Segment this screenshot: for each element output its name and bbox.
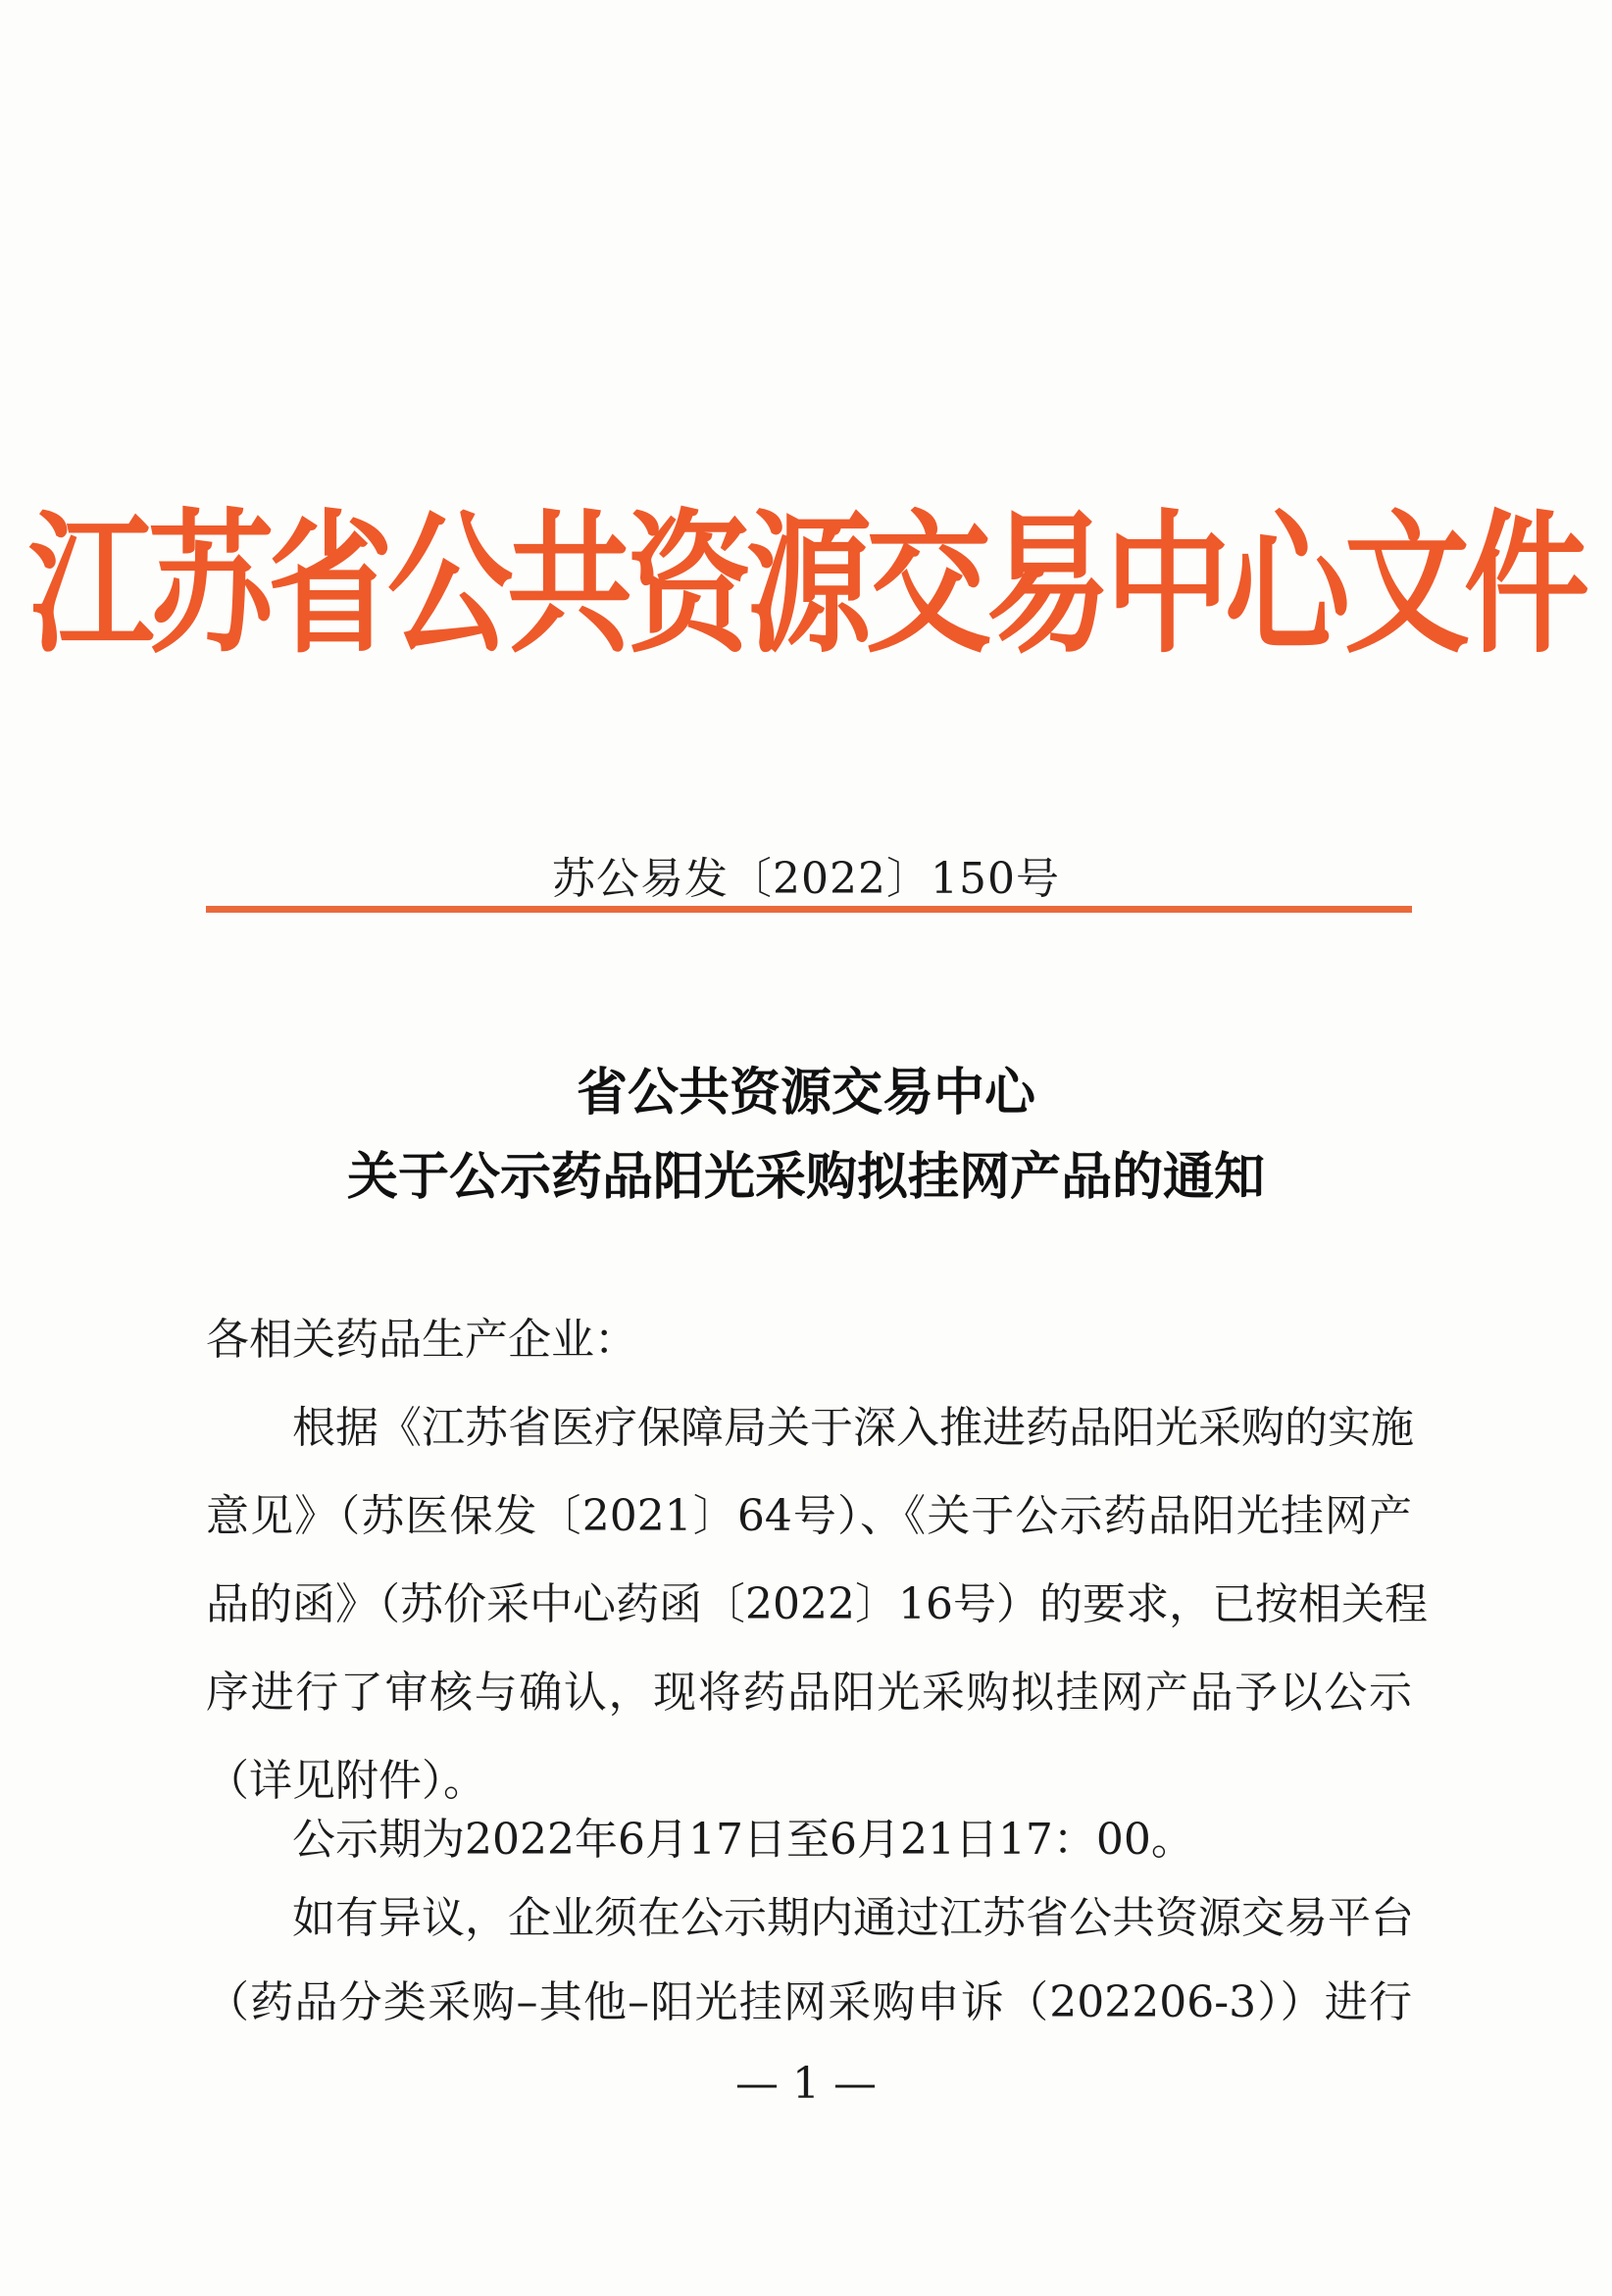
page-number: — 1 — <box>735 2059 877 2109</box>
paragraph1-line4: 序进行了审核与确认，现将药品阳光采购拟挂网产品予以公示 <box>206 1668 1412 1718</box>
paragraph1-line1: 根据《江苏省医疗保障局关于深入推进药品阳光采购的实施 <box>292 1403 1414 1453</box>
paragraph3-line2: （药品分类采购–其他–阳光挂网采购申诉（202206-3））进行 <box>206 1977 1412 2027</box>
paragraph1-line3: 品的函》（苏价采中心药函〔2022〕16号）的要求，已按相关程 <box>206 1579 1428 1629</box>
paragraph3-line1: 如有异议，企业须在公示期内通过江苏省公共资源交易平台 <box>292 1893 1414 1943</box>
salutation: 各相关药品生产企业： <box>206 1315 637 1365</box>
document-header-title: 江苏省公共资源交易中心文件 <box>27 496 1584 675</box>
paragraph1-line2: 意见》（苏医保发〔2021〕64号）、《关于公示药品阳光挂网产 <box>206 1491 1412 1541</box>
paragraph2: 公示期为2022年6月17日至6月21日17：00。 <box>292 1815 1194 1865</box>
document-number: 苏公易发〔2022〕150号 <box>552 854 1060 904</box>
notice-title-line2: 关于公示药品阳光采购拟挂网产品的通知 <box>346 1148 1265 1207</box>
red-divider-line <box>206 906 1412 913</box>
notice-title-line1: 省公共资源交易中心 <box>576 1064 1035 1123</box>
paragraph1-line5: （详见附件）。 <box>206 1756 486 1806</box>
